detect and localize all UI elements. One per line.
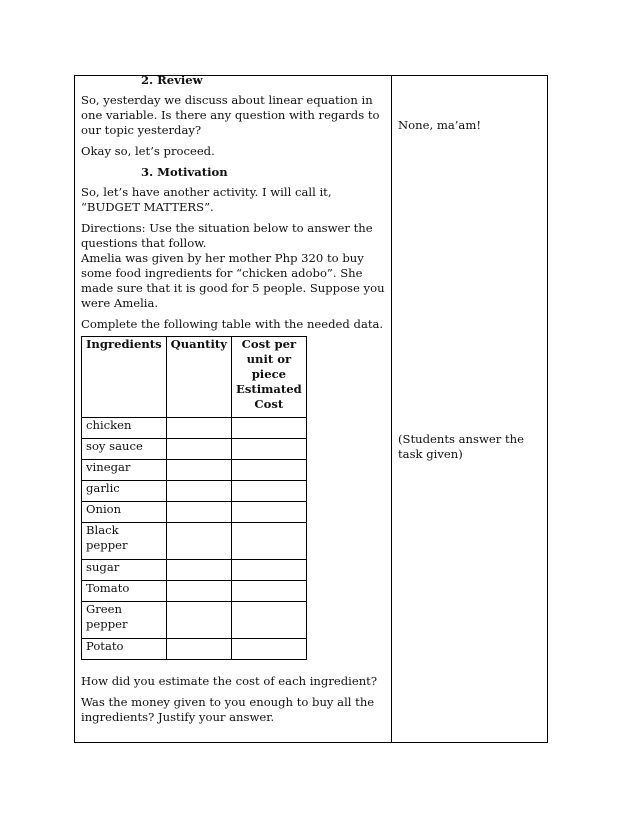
quantity-cell[interactable] <box>166 460 231 481</box>
table-row <box>82 602 307 639</box>
teacher-column <box>81 73 386 660</box>
ingredient-cell: sugar <box>82 560 167 581</box>
table-row <box>82 560 307 581</box>
quantity-cell[interactable] <box>166 439 231 460</box>
table-row <box>82 581 307 602</box>
cost-cell[interactable] <box>231 523 306 560</box>
quantity-cell[interactable] <box>166 639 231 660</box>
cost-cell[interactable] <box>231 560 306 581</box>
cost-cell[interactable] <box>231 481 306 502</box>
cost-cell[interactable] <box>231 460 306 481</box>
table-row <box>82 439 307 460</box>
review-paragraph: So, yesterday we discuss about linear equation in one variable. Is there any question with regards to our topic yesterday? <box>81 93 380 137</box>
header-cost: Cost per unit or piece Estimated Cost <box>231 337 306 418</box>
column-divider <box>391 75 392 743</box>
quantity-cell[interactable] <box>166 418 231 439</box>
cost-cell[interactable] <box>231 602 306 639</box>
quantity-cell[interactable] <box>166 481 231 502</box>
table-row <box>82 460 307 481</box>
ingredient-cell: Green pepper <box>82 602 167 639</box>
questions-block <box>81 674 386 725</box>
ingredient-cell: garlic <box>82 481 167 502</box>
ingredient-cell: Tomato <box>82 581 167 602</box>
table-row <box>82 418 307 439</box>
cost-cell[interactable] <box>231 639 306 660</box>
ingredient-cell: Potato <box>82 639 167 660</box>
ingredient-cell: chicken <box>82 418 167 439</box>
cost-cell[interactable] <box>231 418 306 439</box>
quantity-cell[interactable] <box>166 602 231 639</box>
quantity-cell[interactable] <box>166 581 231 602</box>
question-1: How did you estimate the cost of each ingredient? <box>81 674 378 688</box>
review-heading: 2. Review <box>141 73 203 87</box>
table-row <box>82 523 307 560</box>
ingredient-cell: Black pepper <box>82 523 167 560</box>
quantity-cell[interactable] <box>166 560 231 581</box>
table-row <box>82 502 307 523</box>
ingredients-table <box>81 336 307 660</box>
ingredient-cell: vinegar <box>82 460 167 481</box>
motivation-heading: 3. Motivation <box>141 165 228 179</box>
cost-cell[interactable] <box>231 581 306 602</box>
table-row <box>82 481 307 502</box>
student-answer-2: (Students answer the task given) <box>398 432 524 461</box>
table-row <box>82 639 307 660</box>
review-proceed: Okay so, let’s proceed. <box>81 144 215 158</box>
question-2: Was the money given to you enough to buy all the ingredients? Justify your answer. <box>81 695 375 724</box>
quantity-cell[interactable] <box>166 523 231 560</box>
directions-text: Directions: Use the situation below to answer the questions that follow. <box>81 221 373 250</box>
table-instruction: Complete the following table with the needed data. <box>81 317 384 331</box>
student-answer-1: None, ma’am! <box>398 118 481 132</box>
quantity-cell[interactable] <box>166 502 231 523</box>
header-ingredients: Ingredients <box>82 337 167 418</box>
motivation-paragraph: So, let’s have another activity. I will call it, “BUDGET MATTERS”. <box>81 185 332 214</box>
cost-cell[interactable] <box>231 502 306 523</box>
situation-text: Amelia was given by her mother Php 320 to buy some food ingredients for “chicken adobo”. She made sure that it is good for 5 people. Suppose you were Amelia. <box>81 251 385 310</box>
cost-cell[interactable] <box>231 439 306 460</box>
ingredient-cell: Onion <box>82 502 167 523</box>
ingredient-cell: soy sauce <box>82 439 167 460</box>
header-quantity: Quantity <box>166 337 231 418</box>
